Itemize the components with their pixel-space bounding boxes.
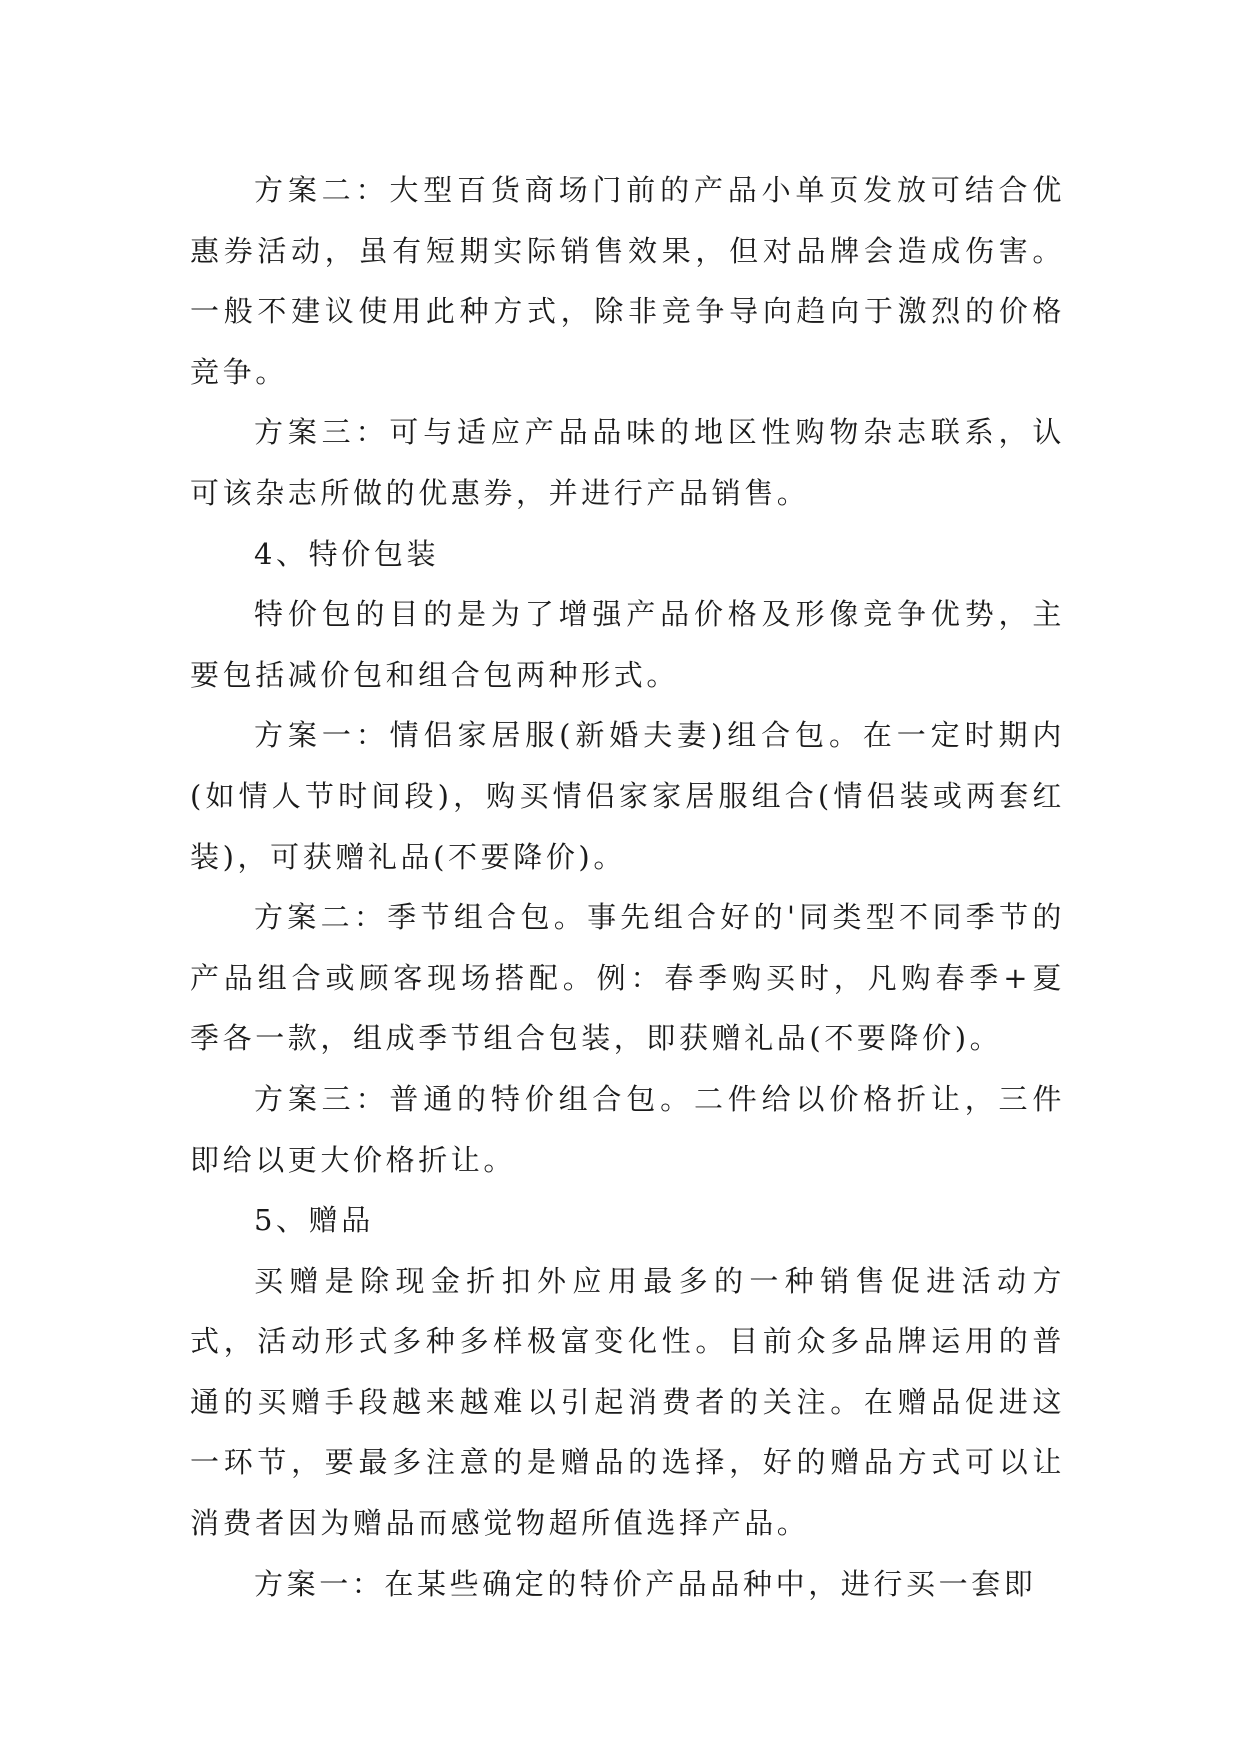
paragraph-pack-plan-two: 方案二：季节组合包。事先组合好的'同类型不同季节的产品组合或顾客现场搭配。例：春季购买时，凡购春季+夏季各一款，组成季节组合包装，即获赠礼品(不要降价)。 — [190, 900, 1065, 1056]
paragraph-gift-plan-one: 方案一：在某些确定的特价产品品种中，进行买一套即 — [254, 1566, 1037, 1601]
section-heading-special-packaging: 4、特价包装 — [254, 536, 440, 571]
paragraph-pack-plan-three: 方案三：普通的特价组合包。二件给以价格折让，三件即给以更大价格折让。 — [190, 1081, 1065, 1177]
paragraph-special-pack-intro: 特价包的目的是为了增强产品价格及形像竞争优势，主要包括减价包和组合包两种形式。 — [190, 597, 1065, 692]
section-heading-gifts: 5、赠品 — [254, 1203, 374, 1238]
paragraph-plan-two-coupon: 方案二：大型百货商场门前的产品小单页发放可结合优惠券活动，虽有短期实际销售效果，但对品牌会造成伤害。一般不建议使用此种方式，除非竞争导向趋向于激烈的价格竞争。 — [190, 173, 1065, 389]
document-body — [190, 160, 1065, 1614]
paragraph-gifts-intro: 买赠是除现金折扣外应用最多的一种销售促进活动方式，活动形式多种多样极富变化性。目前众多品牌运用的普通的买赠手段越来越难以引起消费者的关注。在赠品促进这一环节，要最多注意的是赠品的选择，好的赠品方式可以让消费者因为赠品而感觉物超所值选择产品。 — [190, 1263, 1065, 1541]
paragraph-plan-three-coupon: 方案三：可与适应产品品味的地区性购物杂志联系，认可该杂志所做的优惠券，并进行产品销售。 — [190, 415, 1065, 510]
paragraph-pack-plan-one: 方案一：情侣家居服(新婚夫妻)组合包。在一定时期内(如情人节时间段)，购买情侣家家居服组合(情侣装或两套红装)，可获赠礼品(不要降价)。 — [190, 718, 1065, 874]
